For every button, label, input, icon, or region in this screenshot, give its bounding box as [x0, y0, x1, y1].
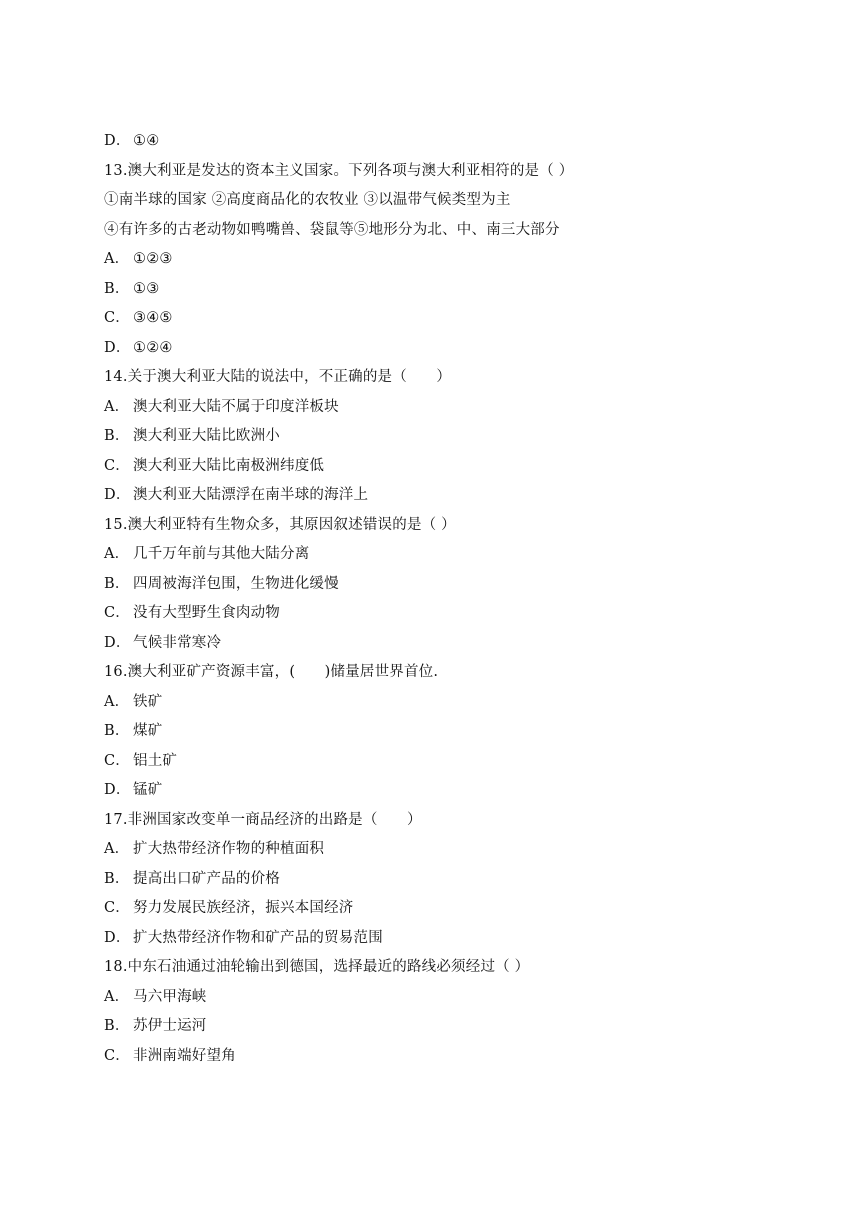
option-text: ③④⑤: [133, 310, 173, 326]
answer-option: [104, 452, 764, 482]
option-letter: C．: [104, 310, 130, 326]
answer-option: [104, 688, 764, 718]
option-text: 扩大热带经济作物和矿产品的贸易范围: [133, 929, 383, 946]
answer-option: [104, 776, 764, 806]
option-letter: C．: [104, 752, 130, 769]
answer-option: [104, 481, 764, 511]
answer-option: [104, 1042, 764, 1072]
question-stem: 18.中东石油通过油轮输出到德国，选择最近的路线必须经过（ ）: [104, 959, 530, 975]
option-text: 提高出口矿产品的价格: [133, 870, 280, 887]
question-stem: 15.澳大利亚特有生物众多，其原因叙述错误的是（ ）: [104, 516, 456, 533]
option-letter: B．: [104, 428, 130, 444]
answer-option: [104, 747, 764, 777]
option-text: 澳大利亚大陆不属于印度洋板块: [133, 398, 339, 415]
answer-option: [104, 717, 764, 747]
option-letter: A．: [104, 251, 130, 267]
option-letter: C．: [104, 457, 130, 474]
option-text: 澳大利亚大陆漂浮在南半球的海洋上: [133, 487, 369, 503]
answer-option: [104, 1012, 764, 1042]
option-text: 铁矿: [133, 693, 163, 710]
answer-option: [104, 865, 764, 895]
answer-option: [104, 570, 764, 600]
statement-line: ①南半球的国家 ②高度商品化的农牧业 ③以温带气候类型为主: [104, 192, 511, 208]
option-text: 气候非常寒冷: [133, 634, 222, 651]
answer-option: [104, 422, 764, 452]
option-letter: C．: [104, 1047, 130, 1064]
question-stem: 16.澳大利亚矿产资源丰富，( )储量居世界首位.: [104, 664, 439, 680]
option-text: 苏伊士运河: [133, 1018, 207, 1034]
answer-option: [104, 334, 764, 364]
option-letter: D．: [104, 133, 131, 149]
option-letter: A．: [104, 988, 130, 1005]
option-letter: A．: [104, 841, 130, 857]
option-text: 铝土矿: [133, 752, 178, 769]
option-text: 努力发展民族经济，振兴本国经济: [133, 900, 354, 916]
answer-option: [104, 599, 764, 629]
answer-option: [104, 983, 764, 1013]
option-text: 几千万年前与其他大陆分离: [133, 546, 310, 562]
option-text: ①③: [133, 280, 160, 297]
statement-line: ④有许多的古老动物如鸭嘴兽、袋鼠等⑤地形分为北、中、南三大部分: [104, 221, 560, 238]
answer-option: [104, 629, 764, 659]
option-letter: A．: [104, 546, 130, 562]
answer-option: [104, 540, 764, 570]
option-text: 澳大利亚大陆比欧洲小: [133, 428, 280, 444]
option-text: 四周被海洋包围，生物进化缓慢: [133, 575, 339, 592]
option-letter: C．: [104, 900, 130, 916]
option-text: ①②④: [133, 339, 173, 356]
option-letter: D．: [104, 782, 131, 798]
option-letter: B．: [104, 870, 130, 887]
answer-option: [104, 245, 764, 275]
option-text: 没有大型野生食肉动物: [133, 605, 280, 621]
option-text: 锰矿: [133, 782, 163, 798]
option-text: ①②③: [133, 251, 173, 267]
option-letter: C．: [104, 605, 130, 621]
option-text: 非洲南端好望角: [133, 1047, 236, 1064]
answer-option: [104, 127, 764, 157]
option-letter: A．: [104, 693, 130, 710]
option-letter: D．: [104, 929, 131, 946]
question-list: [104, 127, 764, 1071]
option-text: 煤矿: [133, 723, 163, 739]
option-text: ①④: [133, 133, 160, 149]
option-text: 扩大热带经济作物的种植面积: [133, 841, 325, 857]
option-letter: A．: [104, 398, 130, 415]
option-letter: B．: [104, 1018, 130, 1034]
option-letter: D．: [104, 634, 131, 651]
option-letter: B．: [104, 280, 130, 297]
answer-option: [104, 393, 764, 423]
answer-option: [104, 304, 764, 334]
option-letter: D．: [104, 487, 131, 503]
question-stem: 14.关于澳大利亚大陆的说法中，不正确的是（ ）: [104, 369, 452, 385]
question-stem: 13.澳大利亚是发达的资本主义国家。下列各项与澳大利亚相符的是（ ）: [104, 162, 574, 179]
answer-option: [104, 924, 764, 954]
option-text: 马六甲海峡: [133, 988, 207, 1005]
answer-option: [104, 835, 764, 865]
question-stem: 17.非洲国家改变单一商品经济的出路是（ ）: [104, 811, 422, 828]
answer-option: [104, 275, 764, 305]
option-letter: D．: [104, 339, 131, 356]
answer-option: [104, 894, 764, 924]
option-text: 澳大利亚大陆比南极洲纬度低: [133, 457, 325, 474]
option-letter: B．: [104, 723, 130, 739]
option-letter: B．: [104, 575, 130, 592]
